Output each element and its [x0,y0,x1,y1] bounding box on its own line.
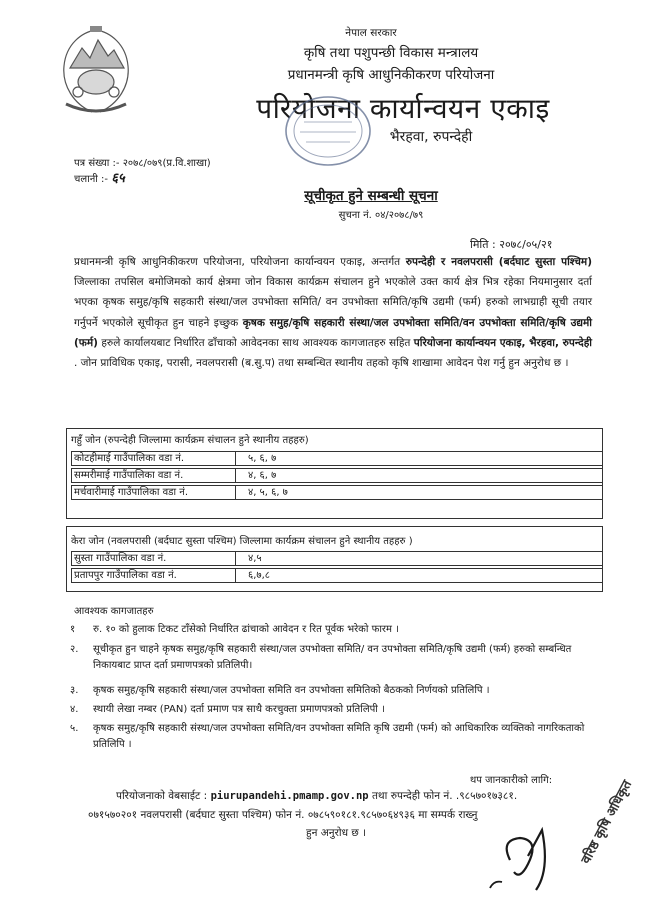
ministry-name: कृषि तथा पशुपन्छी विकास मन्त्रालय [303,45,479,61]
table-row [71,568,603,583]
office-stamp [282,92,374,170]
table-row [71,485,603,500]
body-text-3: हरुले कार्यालयबाट निर्धारित ढाँचाको आवेदनका साथ आवश्यक कागजातहरु सहित [101,336,411,349]
contact-line-2: ०७१५७०२०१ नवलपरासी (बर्दघाट सुस्ता पश्चिम) फोन नं. ०७८५९०१८१.९८५७०६४९३६ मा सम्पर्क राख्नु [88,809,478,821]
body-bold-3: परियोजना कार्यान्वयन एकाइ, भैरहवा, रुपन्देही [413,336,592,349]
ward-numbers: ४,५ [236,551,603,566]
requirement-item [70,642,610,673]
requirement-text: स्थायी लेखा नम्बर (PAN) दर्ता प्रमाण पत्र साथै करचुक्ता प्रमाणपत्रको प्रतिलिपी । [93,704,385,715]
banana-zone-heading: केरा जोन (नवलपरासी (बर्दघाट सुस्ता पश्चिम) जिल्लामा कार्यक्रम संचालन हुने स्थानीय तहहरु ) [71,536,413,547]
letter-number: पत्र संख्या :- २०७८/०७९(प्र.वि.शाखा) [74,158,211,169]
unit-name: परियोजना कार्यान्वयन एकाइ [256,92,550,125]
body-text-1: प्रधानमन्त्री कृषि आधुनिकीकरण परियोजना, परियोजना कार्यान्वयन एकाइ, अन्तर्गत [74,256,401,268]
requirement-number: २. [70,644,79,655]
notice-number: सुचना नं. ०४/२०७८/७९ [338,210,424,221]
dispatch-number [74,168,125,186]
wheat-zone-heading: गहुँ जोन (रुपन्देही जिल्लामा कार्यक्रम संचालन हुने स्थानीय तहहरु) [71,435,309,446]
table-row [71,468,603,483]
body-text-2: जिल्लाका तपसिल बमोजिमको कार्य क्षेत्रमा जोन विकास कार्यक्रम संचालन हुने भएकोले उक्त कार्य क्षेत्र भित्र रहेका नियमानुसार दर्ता भएका कृषक समुह/कृषि सहकारी संस्था/जल उपभोक्ता समिति/ वन उपभोक्ता समिति/कृषि उद्यमी (फर्म) हरुको लाभग्राही सूची तयार गर्नुपर्ने भएकोले सूचीकृत हुन चाहने इच्छुक [74,276,592,329]
banana-zone-table [66,526,603,592]
requirement-text: रु. १० को हुलाक टिकट टाँसेको निर्धारित ढांचाको आवेदन र रित पूर्वक भरेको फारम । [93,624,399,635]
municipality-name: मर्चवारीमाई गाउँपालिका वडा नं. [71,485,236,500]
contact-line-1 [116,789,517,803]
website-label: परियोजनाको वेबसाईट : [116,790,211,802]
requirement-item [70,622,610,638]
project-name: प्रधानमन्त्री कृषि आधुनिकीकरण परियोजना [287,67,495,83]
dispatch-label: चलानी :- [74,174,109,185]
ward-numbers: ५, ६, ७ [236,451,603,466]
municipality-name: सुस्ता गाउँपालिका वडा नं. [71,551,236,566]
requirements-heading: आवश्यक कागजातहरु [74,606,154,617]
body-bold-2: कृषक समुह/कृषि सहकारी संस्था/जल उपभोक्ता समिति/वन उपभोक्ता समिति/कृषि उद्यमी (फर्म) [74,316,592,349]
notice-body [74,252,592,373]
requirement-number: ४. [70,704,79,715]
requirement-number: ५. [70,723,79,734]
requirement-text: सूचीकृत हुन चाहने कृषक समुह/कृषि सहकारी संस्था/जल उपभोक्ता समिति/ वन उपभोक्ता समिति/कृषि उद्यमी (फर्म) हरुको सम्बन्धित निकायबाट प्राप्त दर्ता प्रमाणपत्रको प्रतिलिपी। [93,644,572,671]
requirement-text: कृषक समुह/कृषि सहकारी संस्था/जल उपभोक्ता समिति वन उपभोक्ता समितिको बैठकको निर्णयको प्रतिलिपि । [93,685,490,696]
contact-heading: थप जानकारीको लागि: [469,775,553,786]
ward-numbers: ४, ५, ६, ७ [236,485,603,500]
requirement-item [70,721,610,752]
contact-line-3: हुन अनुरोध छ । [306,827,367,839]
requirement-item [70,683,610,699]
phone-rupandehi: तथा रुपन्देही फोन नं. .९८५७०१७३८१. [368,790,518,802]
office-location: भैरहवा, रुपन्देही [389,129,473,145]
municipality-name: कोटहीमाई गाउँपालिका वडा नं. [71,451,236,466]
requirement-item [70,702,610,718]
ward-numbers: ६,७,८ [236,568,603,583]
requirement-text: कृषक समुह/कृषि सहकारी संस्था/जल उपभोक्ता समिति/वन उपभोक्ता समिति कृषि उद्यमी (फर्म) को आधिकारिक व्यक्तिको नागरिकताको प्रतिलिपि । [93,723,585,750]
website-link[interactable]: piurupandehi.pmamp.gov.np [210,790,369,802]
table-row [71,551,603,566]
notice-date: मिति : २०७८/०५/२१ [470,238,553,251]
signatory-title: वरिष्ठ कृषि अधिकृत [578,778,636,867]
requirement-number: ३. [70,685,79,696]
body-text-4: . जोन प्राविधिक एकाइ, परासी, नवलपरासी (ब.सु.प) तथा सम्बन्धित स्थानीय तहको कृषि शाखामा आवेदन पेश गर्नु हुन अनुरोध छ । [74,357,569,370]
requirement-number: १ [70,624,76,635]
table-row [71,451,603,466]
wheat-zone-table [66,428,603,519]
municipality-name: सम्मरीमाई गाउँपालिका वडा नं. [71,468,236,483]
government-name: नेपाल सरकार [345,27,397,39]
ward-numbers: ४, ६, ७ [236,468,603,483]
municipality-name: प्रतापपुर गाउँपालिका वडा नं. [71,568,236,583]
notice-title: सूचीकृत हुने सम्बन्धी सूचना [304,188,438,204]
dispatch-value: ६५ [111,171,125,186]
body-bold-1: रुपन्देही र नवलपरासी (बर्दघाट सुस्ता पश्चिम) [405,256,593,268]
